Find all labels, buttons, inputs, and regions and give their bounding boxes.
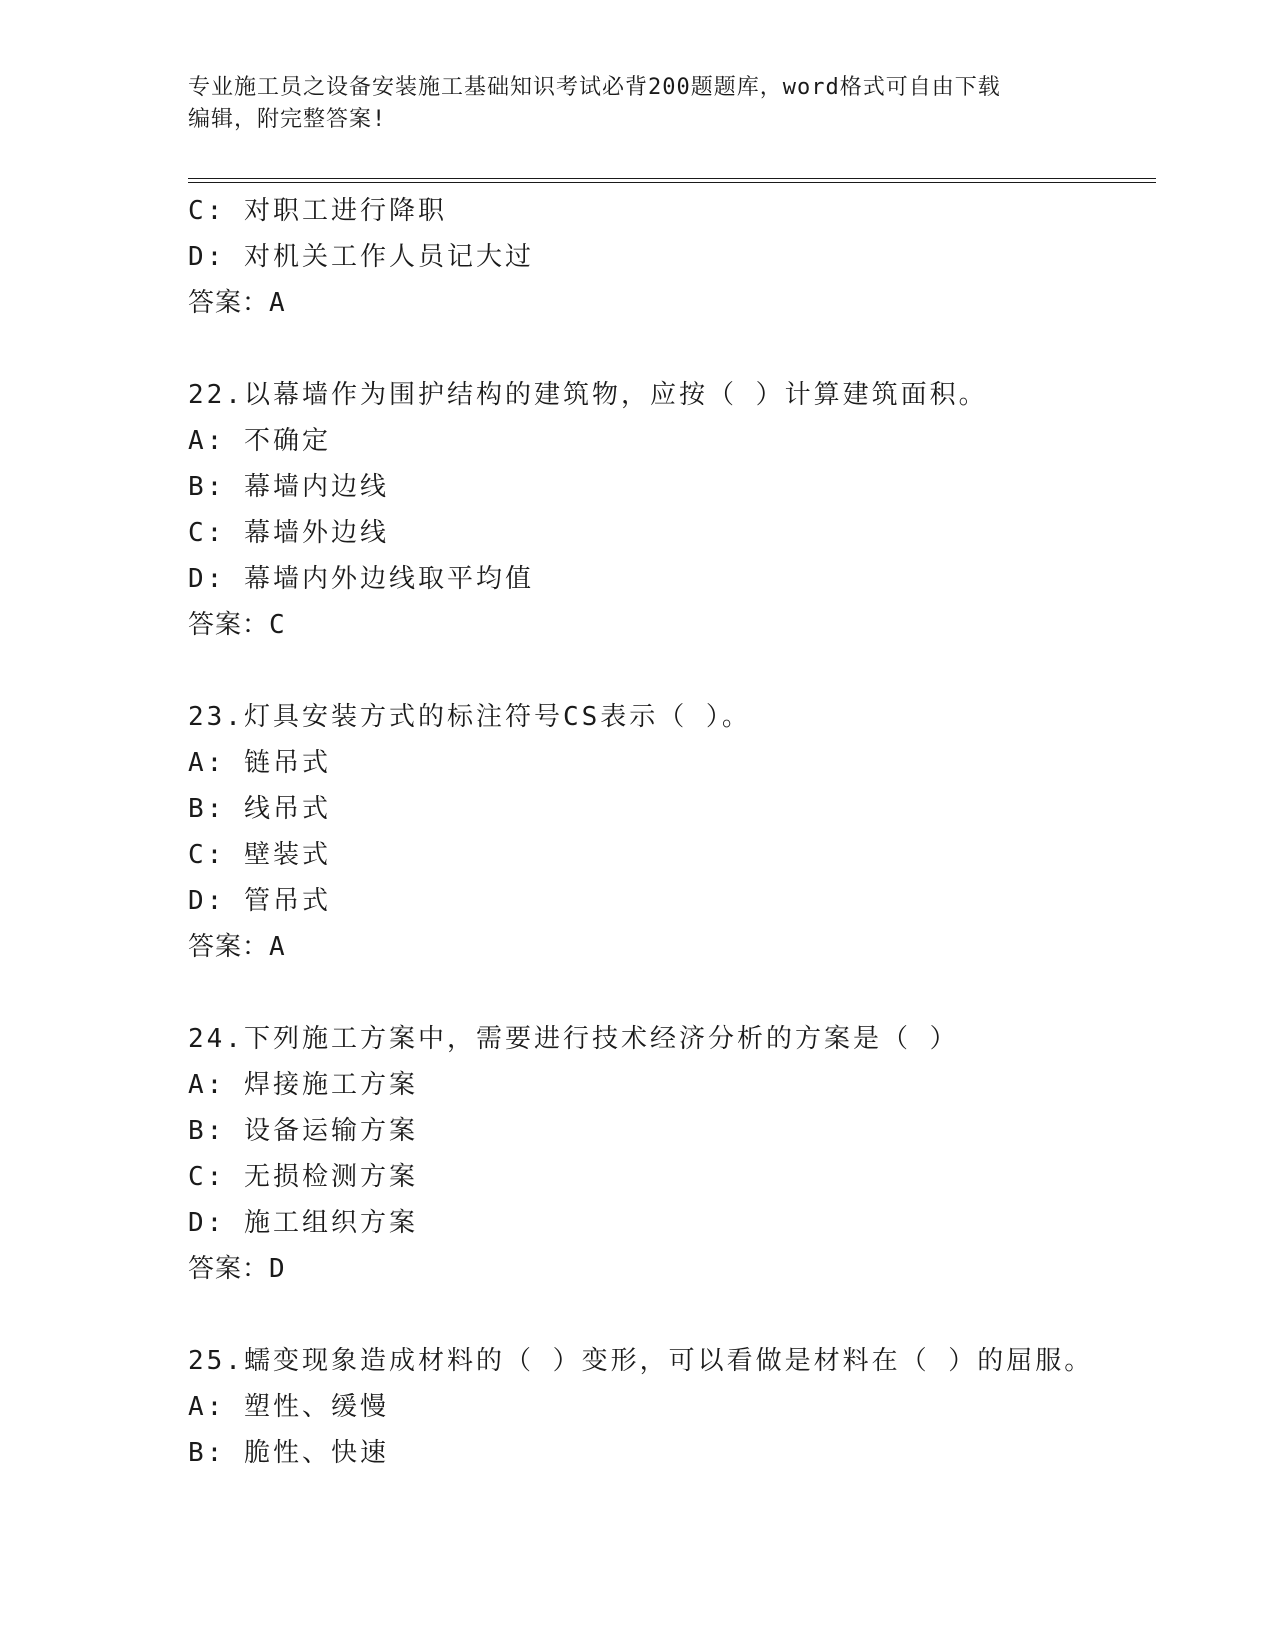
header-line-1: 专业施工员之设备安装施工基础知识考试必背200题题库，word格式可自由下载 [188, 75, 1001, 100]
option-b: B: 幕墙内边线 [188, 472, 389, 502]
question-list [188, 188, 1148, 1476]
option-b: B: 脆性、快速 [188, 1438, 389, 1468]
question-22 [188, 372, 1148, 648]
option-c: C: 无损检测方案 [188, 1162, 418, 1192]
option-d: D: 施工组织方案 [188, 1208, 418, 1238]
header-line-2: 编辑，附完整答案! [188, 107, 387, 132]
header-divider-top [188, 178, 1156, 179]
question-25 [188, 1338, 1148, 1476]
option-b: B: 设备运输方案 [188, 1116, 418, 1146]
spacer [188, 648, 1148, 694]
question-stem: 23.灯具安装方式的标注符号CS表示（ ）。 [188, 702, 751, 732]
header-divider-bottom [188, 182, 1156, 183]
question-stem: 25.蠕变现象造成材料的（ ）变形，可以看做是材料在（ ）的屈服。 [188, 1346, 1094, 1376]
option-a: A: 塑性、缓慢 [188, 1392, 389, 1422]
spacer [188, 326, 1148, 372]
option-c: C: 壁装式 [188, 840, 331, 870]
option-a: A: 链吊式 [188, 748, 331, 778]
question-23 [188, 694, 1148, 970]
document-header [188, 72, 1068, 136]
answer: 答案：C [188, 610, 286, 640]
spacer [188, 1292, 1148, 1338]
option-a: A: 焊接施工方案 [188, 1070, 418, 1100]
answer: 答案：A [188, 932, 286, 962]
spacer [188, 970, 1148, 1016]
option-c: C: 幕墙外边线 [188, 518, 389, 548]
option-d: D: 管吊式 [188, 886, 331, 916]
option-b: B: 线吊式 [188, 794, 331, 824]
question-stem: 22.以幕墙作为围护结构的建筑物，应按（ ）计算建筑面积。 [188, 380, 988, 410]
question-21-tail [188, 188, 1148, 326]
option-d: D: 对机关工作人员记大过 [188, 242, 534, 272]
option-a: A: 不确定 [188, 426, 331, 456]
question-stem: 24.下列施工方案中，需要进行技术经济分析的方案是（ ） [188, 1024, 959, 1054]
answer: 答案：A [188, 288, 286, 318]
question-24 [188, 1016, 1148, 1292]
option-c: C: 对职工进行降职 [188, 196, 447, 226]
answer: 答案：D [188, 1254, 286, 1284]
option-d: D: 幕墙内外边线取平均值 [188, 564, 534, 594]
